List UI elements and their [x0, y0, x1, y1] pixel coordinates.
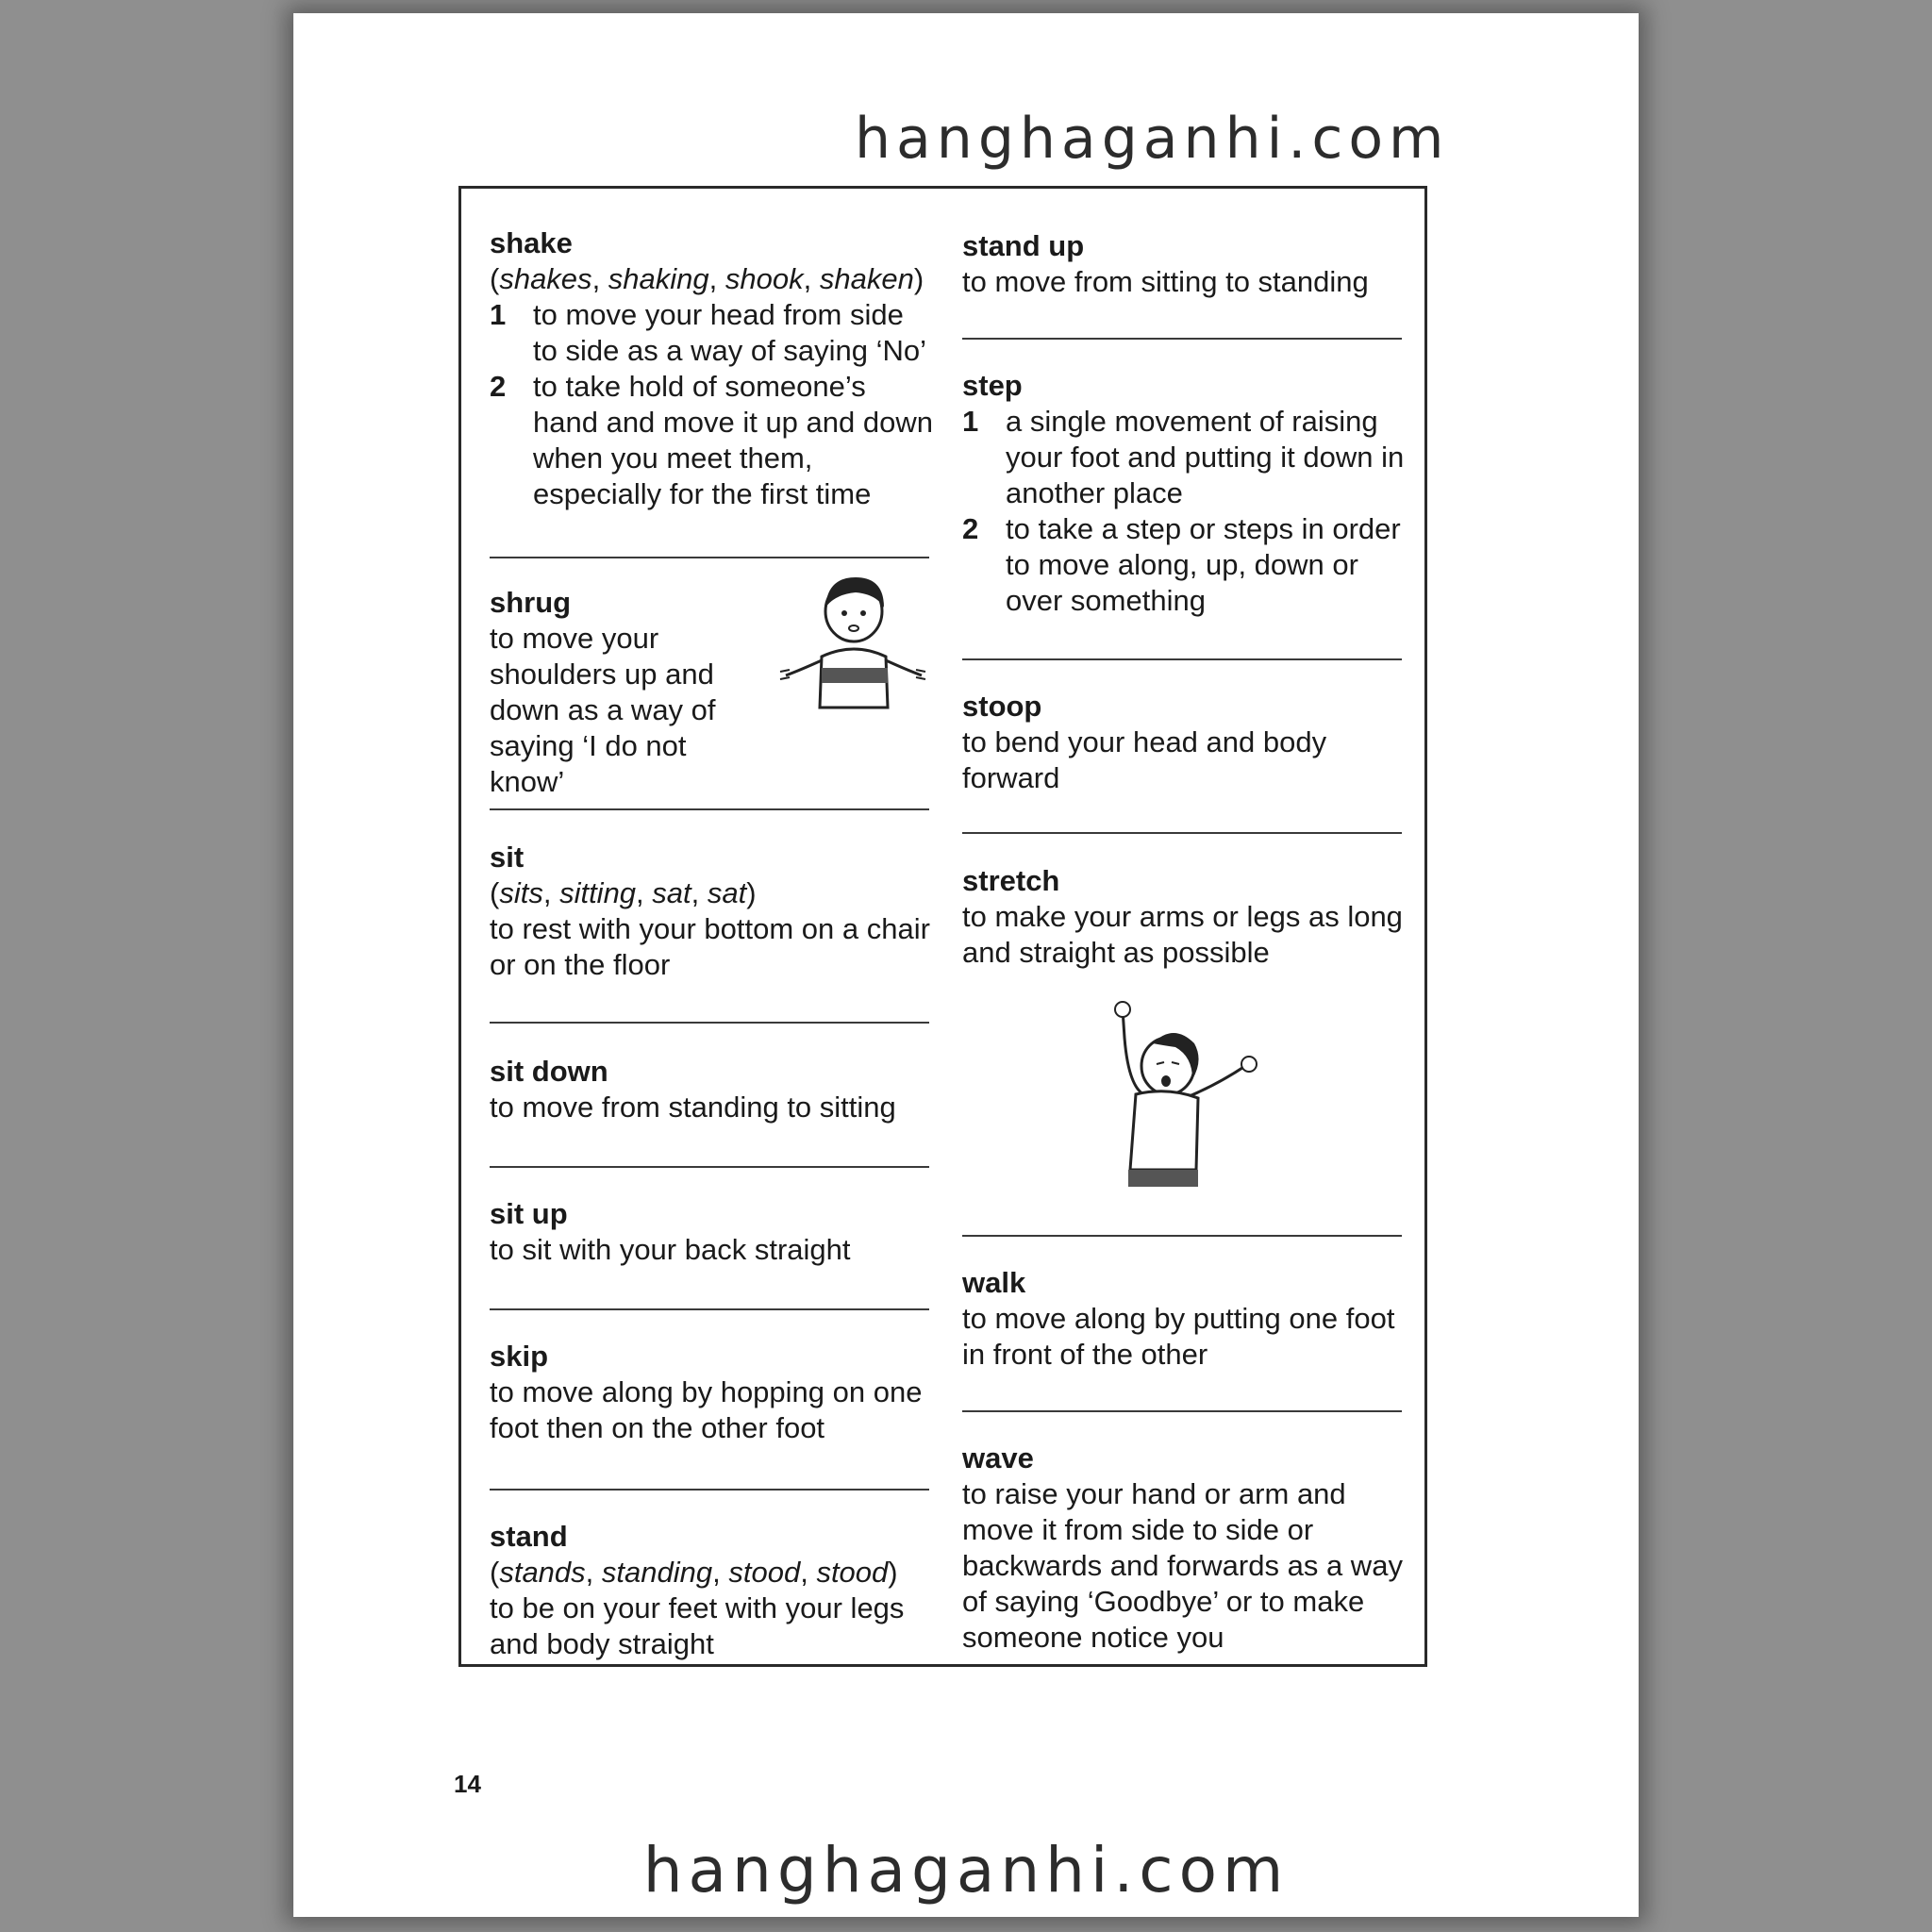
definition: to rest with your bottom on a chair or on the floor	[490, 912, 930, 981]
divider	[962, 338, 1402, 340]
headword: walk	[962, 1266, 1026, 1299]
watermark-top: hanghaganhi.com	[855, 106, 1450, 172]
definition: to make your arms or legs as long and straight as possible	[962, 900, 1403, 969]
definition: to move from standing to sitting	[490, 1091, 896, 1124]
entry-shake	[490, 225, 933, 512]
divider	[962, 1410, 1402, 1412]
headword: stand up	[962, 229, 1085, 262]
headword: wave	[962, 1441, 1034, 1474]
definition: to be on your feet with your legs and body straight	[490, 1591, 905, 1660]
verb-forms: (stands, standing, stood, stood)	[490, 1556, 898, 1589]
stretch-illustration	[1094, 1000, 1264, 1198]
headword: shrug	[490, 586, 572, 619]
definition: to move along by putting one foot in front of the other	[962, 1302, 1395, 1371]
page-number: 14	[454, 1770, 481, 1798]
headword: skip	[490, 1340, 549, 1373]
definition: to move along by hopping on one foot then on the other foot	[490, 1375, 923, 1444]
headword: shake	[490, 226, 573, 259]
dictionary-frame	[458, 186, 1427, 1667]
entry-skip	[490, 1339, 933, 1446]
entry-sit-up	[490, 1196, 933, 1268]
definition: to move your shoulders up and down as a way of saying ‘I do not know’	[490, 622, 716, 798]
divider	[490, 1308, 929, 1310]
headword: stand	[490, 1520, 568, 1553]
entry-stretch	[962, 863, 1406, 971]
sense-1: 1 to move your head from side to side as a way of saying ‘No’	[490, 298, 926, 367]
divider	[962, 1235, 1402, 1237]
divider	[490, 557, 929, 558]
sense-1: 1 a single movement of raising your foot and putting it down in another place	[962, 405, 1405, 509]
entry-walk	[962, 1265, 1406, 1373]
sense-2: 2 to take hold of someone’s hand and move it up and down when you meet them, especially for the first time	[490, 370, 933, 510]
entry-step	[962, 368, 1406, 619]
headword: sit down	[490, 1055, 608, 1088]
divider	[490, 808, 929, 810]
entry-stand-up	[962, 228, 1406, 300]
definition: to sit with your back straight	[490, 1233, 851, 1266]
entry-stand	[490, 1519, 933, 1662]
dictionary-page	[293, 13, 1639, 1917]
divider	[962, 832, 1402, 834]
entry-sit-down	[490, 1054, 933, 1125]
headword: stretch	[962, 864, 1060, 897]
headword: sit up	[490, 1197, 568, 1230]
entry-wave	[962, 1441, 1406, 1656]
shrug-illustration	[773, 566, 933, 726]
sense-2: 2 to take a step or steps in order to move along, up, down or over something	[962, 512, 1401, 617]
watermark-bottom: hanghaganhi.com	[642, 1834, 1290, 1907]
divider	[490, 1166, 929, 1168]
definition: to move from sitting to standing	[962, 265, 1369, 298]
headword: stoop	[962, 690, 1042, 723]
divider	[490, 1022, 929, 1024]
divider	[962, 658, 1402, 660]
headword: step	[962, 369, 1023, 402]
definition: to bend your head and body forward	[962, 725, 1327, 794]
divider	[490, 1489, 929, 1491]
entry-stoop	[962, 689, 1406, 796]
verb-forms: (shakes, shaking, shook, shaken)	[490, 262, 924, 295]
entry-sit	[490, 840, 933, 983]
headword: sit	[490, 841, 525, 874]
definition: to raise your hand or arm and move it from side to side or backwards and forwards as a way of saying ‘Goodbye’ or to make someone notice you	[962, 1477, 1403, 1654]
verb-forms: (sits, sitting, sat, sat)	[490, 876, 757, 909]
